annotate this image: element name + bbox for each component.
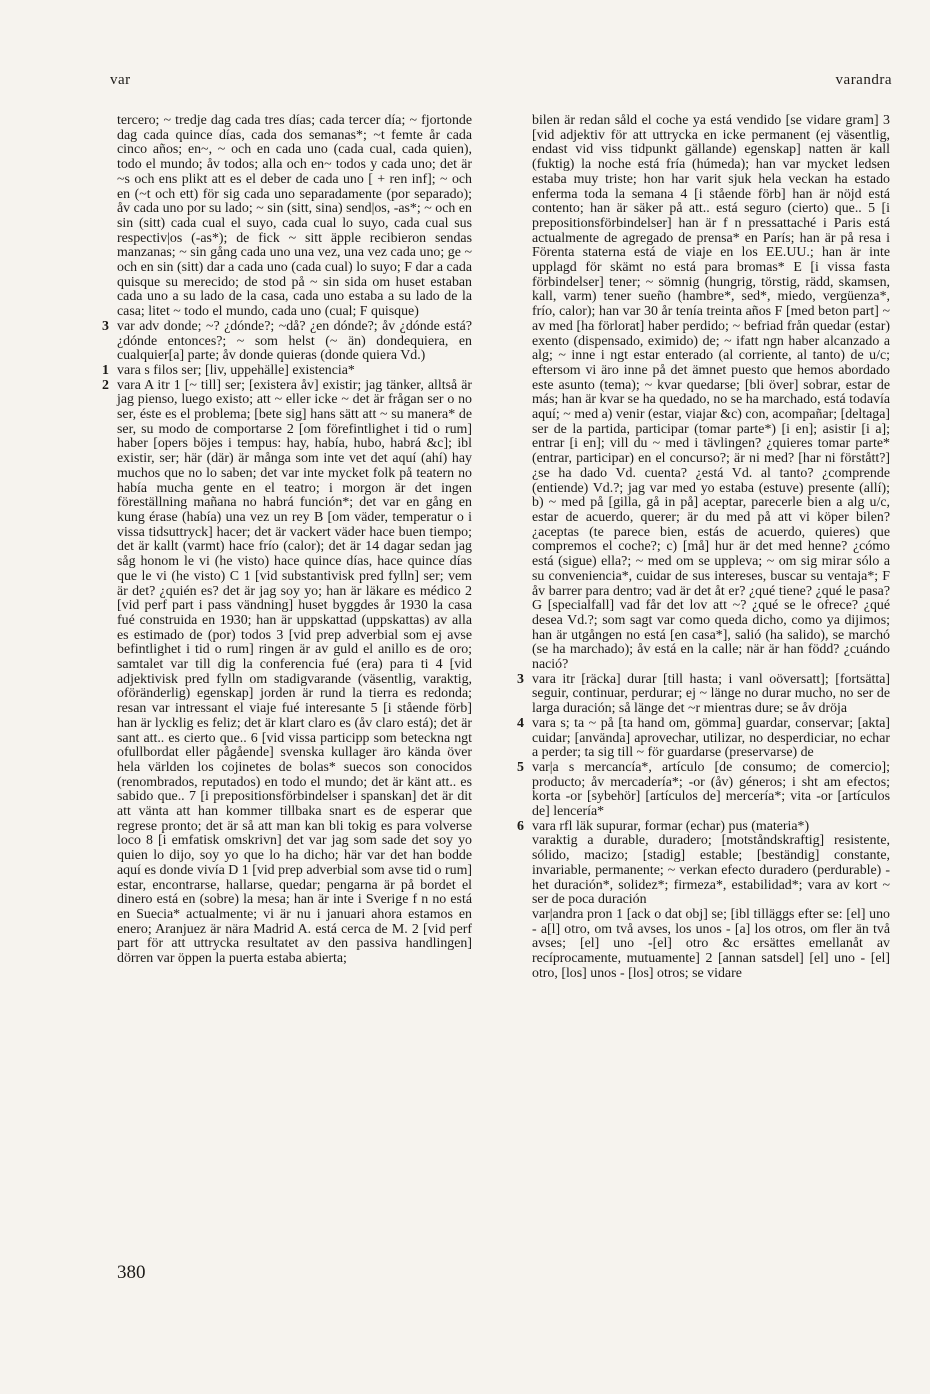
left-guide-word: var [110,72,131,88]
entry-vara-durar: 3 vara itr [räcka] durar [till hasta; i vanl oöversatt]; [fortsätta] seguir, continuar, perdurar; ej ~ länge no durar mucho, no ser de larga duración; så länge det ~r mientras dure; se åv dröja [532,673,890,717]
entry-varaktig: varaktig a durable, duradero; [motståndskraftig] resistente, sólido, macizo; [stadig] estable; [beständig] constante, invariable, permanente; ~ verkan efecto duradero (perdurable) -het duración*, solidez*; firmeza*, estabilidad*; vara av kort ~ ser de poca duración [532,833,890,908]
entry-continuation-right: bilen är redan såld el coche ya está vendido [se vidare gram] 3 [vid adjektiv för att uttrycka en icke permanent (ej väsentlig, endast vid viss tidpunkt gällande) egenskap] natten är kall (fuktig) la noche está fría (húmeda); han var mycket ledsen estaba muy triste; hon har varit sjuk hela veckan ha estado enferma toda la semana 4 [i stående förb] han är nöjd está contento; han är säker på att.. está seguro (cierto) que.. 5 [i prepositionsförbindelser] han är f n pressattaché i Paris está actualmente de agregado de prensa* en París; han är på resa i Förenta staterna está de viaje en los EE.UU.; han är inte upplagd för skämt no está para bromas* E [i vissa fasta förbindelser] tener; ~ sömnig (hungrig, törstig, rädd, skamsen, kall, varm) tener sueño (hambre*, sed*, miedo, vergüenza*, frío, calor); han var 30 år tenía treinta años F [med beton part] ~ av med [ha förlorat] haber perdido; ~ befriad från quedar (estar) exento (dispensado, eximido) de; ~ ifatt ngn haber alcanzado a alg; ~ inne i ngt estar enterado (al corriente, al tanto) de u/c; eftersom vi äro inne på det ämnet puesto que hemos abordado este asunto (tema); ~ kvar quedarse; [bli över] sobrar, estar de más; han är kvar se ha quedado, no se ha marchado, está todavía aquí; ~ med a) venir (estar, viajar &c) con, acompañar; [deltaga] ser de la partida, participar (tomar parte*) [i en]; asistir [i a]; entrar [i en]; vill du ~ med i tävlingen? ¿quieres tomar parte* (entrar, participar) en el concurso?; är ni med? [har ni förstått?] ¿se ha dado Vd. cuenta? ¿está Vd. al tanto? ¿comprende (entiende) Vd.?; jag var med yo estaba (estuve) presente (allí); b) ~ med på [gilla, gå in på] aceptar, parecerle bien a alg u/c, estar de acuerdo, querer; är du med på att vi köper bilen? ¿aceptas (te parece bien, estás de acuerdo, quieres) que compremos el coche?; c) [må] hur är det med henne? ¿cómo está (sigue) ella?; ~ med om se uppleva; ~ om sig mirar sólo a su conveniencia*, cuidar de sus intereses, buscar su ventaja*; F åv barrer para dentro; vad är det åt er? ¿qué tiene? ¿qué le pasa? G [specialfall] vad får det lov att ~? ¿qué se le ofrece? ¿qué desea Vd.?; som sagt var como queda dicho, como ya dijimos; han är utgången no está [en casa*], salió (ha salido), se marchó (se ha marchado); åv está en la calle; när är han född? ¿cuándo nació? [532,113,890,673]
entry-continuation: tercero; ~ tredje dag cada tres días; cada tercer día; ~ fjortonde dag cada quince días, cada dos semanas*; ~t femte år cada cinco años; en~, ~ och en cada uno (cada cual, cada quien), todo el mundo; åv todos; alla och en~ todos y cada uno; det är ~s och ens plikt att es el deber de cada uno [ + ren inf]; ~ och en (~t och ett) för sig cada uno separadamente (por separado); åv cada uno por su lado; ~ sin (sitt, sina) send|os, -as*; ~ och en sin (sitt) cada cual el suyo, cada cual lo suyo, cada cual sus respectiv|os (-as*); de fick ~ sitt äpple recibieron sendas manzanas; ~ sin gång cada uno una vez, una vez cada uno; ge ~ och en sin (sitt) dar a cada uno (cada cual) lo suyo; F dar a cada quisque su merecido; de stod på ~ sin sida om huset estaban cada uno a su lado de la casa, cada uno estaba a su lado de la casa; litet ~ todo el mundo, cada uno (cual; F quisque) [117,113,472,320]
entry-vara-supurar: 6 vara rfl läk supurar, formar (echar) pus (materia*) [532,820,890,835]
right-column [532,114,890,981]
entry-vara-itr-ser: 2 vara A itr 1 [~ till] ser; [existera åv] existir; jag tänker, alltså är jag pienso, luego existo; att ~ eller icke ~ det är frågan ser o no ser, éste es el problema; [bete sig] hans sätt att ~ su manera* de ser, su modo de comportarse 2 [om förefintlighet i tid o rum] haber [opers böjes i tempus: hay, había, hubo, habrá &c]; ibl existir, ser; här (där) är många som inte vet det aquí (ahí) hay muchos que no lo saben; det var inte mycket folk på teatern no había mucha gente en el teatro; i morgon är det ingen föreställning mañana no habrá función*; det var en gång en kung érase (había) una vez un rey B [om väder, temperatur o i vissa tidsuttryck] hacer; det är vackert väder hace buen tiempo; det är kallt (varmt) hace frío (calor); det är 14 dagar sedan jag såg honom le vi (he visto) hace quince días, hace quince días que le vi (he visto) C 1 [vid substantivisk pred fylln] ser; vem är det? ¿quién es? det är jag soy yo; han är läkare es médico 2 [vid perf part i pass vändning] huset byggdes år 1930 la casa fué construida en 1930; han är uppskattad (uppskattas) av alla es estimado de (por) todos 3 [vid prep adverbial som ej avse befintlighet i tid o rum] ringen är av guld el anillo es de oro; samtalet var till dig la conferencia fué (era) para ti 4 [vid adjektivisk pred fylln om stadigvarande (väsentlig, varaktig, oföränderlig) egenskap] jorden är rund la tierra es redonda; resan var intressant el viaje fué interesante 5 [i stående förb] han är lycklig es feliz; det är klart claro es (åv claro está); det är sant att.. es cierto que.. 6 [vid vissa participp som beteckna ngt ofullbordat eller pågående] svenska kullager äro kända över hela världen los cojinetes de bolas* suecos son conocidos (renombrados, reputados) en todo el mundo; det är känt att.. es sabido que.. 7 [i prepositionsförbindelser i spanskan] det är dit att vänta att han kommer tillbaka snart es de esperar que regrese pronto; det är så att man kan bli tokig es para volverse loco 8 [i emfatisk omskrivn] det var jag som sade det soy yo quien lo dijo, soy yo que lo ha dicho; här var det han bodde aquí es donde vivía D 1 [vid prep adverbial som avse tid o rum] estar, encontrarse, hallarse, quedar; pengarna är på bordet el dinero está en (sobre) la mesa; han är inte i Sverige f n no está en Suecia* actualmente; vi är nu i januari ahora estamos en enero; Aranjuez är nära Madrid A. está cerca de M. 2 [vid perf part för att uttrycka resultatet av den passiva handlingen] dörren var öppen la puerta estaba abierta; [117,379,472,967]
entry-var-adv: 3 var adv donde; ~? ¿dónde?; ~då? ¿en dónde?; åv ¿dónde está? ¿dónde entonces?; ~ som helst (~ än) dondequiera, en cualquier[a] parte; åv donde quieras (donde quiera Vd.) [117,320,472,364]
right-guide-word: varandra [835,72,892,88]
page-number: 380 [117,1262,146,1283]
left-column [117,114,472,967]
entry-varandra: var|andra pron 1 [ack o dat obj] se; [ibl tilläggs efter se: [el] uno - a[l] otro, om två avses, los unos - [a] los otros, om fler än två avses; [el] uno -[el] otro &c ersättes emellanåt av recíprocamente, mutuamente] 2 [annan satsdel] [el] uno - [el] otro, [los] unos - [los] otros; se vidare [532,906,890,981]
entry-vara-filos: 1 vara s filos ser; [liv, uppehälle] existencia* [117,364,472,379]
entry-vara-guardar: 4 vara s; ta ~ på [ta hand om, gömma] guardar, conservar; [akta] cuidar; [använda] aprovechar, utilizar, no desperdiciar, no echar a perder; ta sig till ~ för guardarse (preservarse) de [532,717,890,761]
entry-vara-mercancia: 5 var|a s mercancía*, artículo [de consumo; de comercio]; producto; åv mercadería*; -or (åv) géneros; i sht am efectos; korta -or [sybehör] [artículos de] mercería*; vita -or [artículos de] lencería* [532,761,890,820]
